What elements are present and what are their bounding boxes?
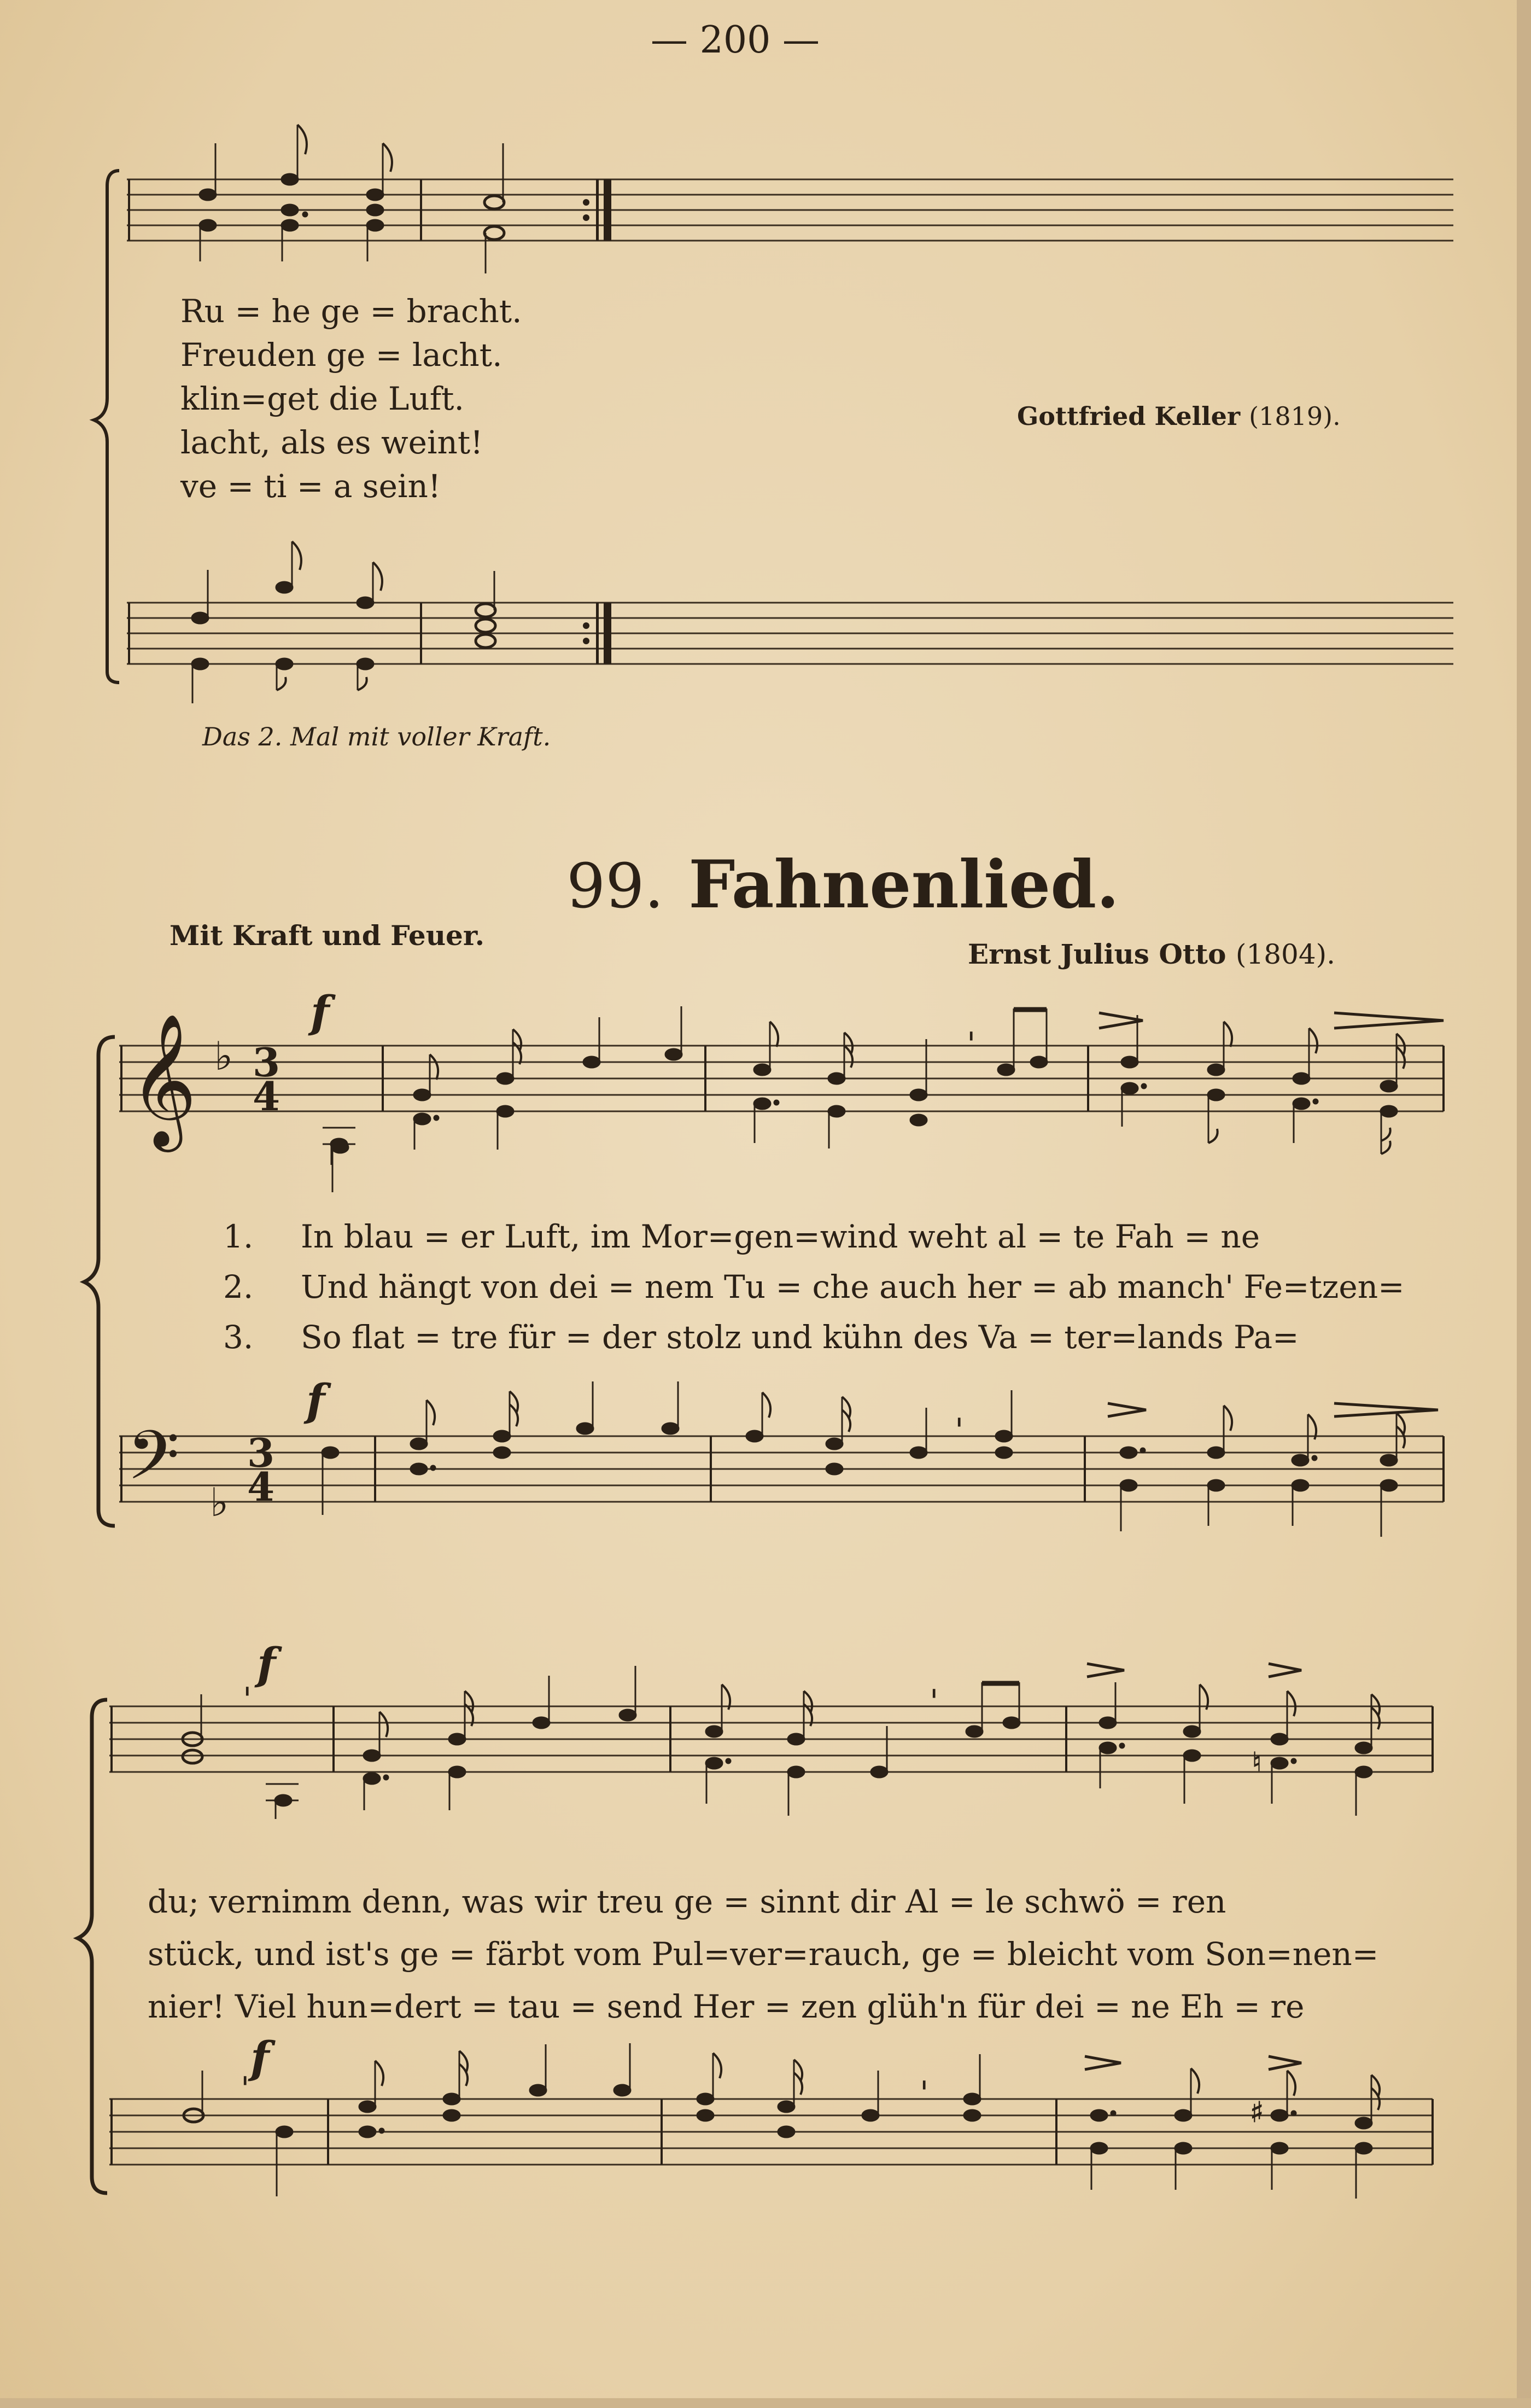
tempo-marking: Mit Kraft und Feuer.: [170, 919, 485, 952]
treble-staff-lines: [109, 1706, 1433, 1772]
song-title: Fahnenlied.: [688, 846, 1119, 923]
bass-notes: [322, 1381, 1405, 1537]
performance-note: Das 2. Mal mit voller Kraft.: [202, 722, 551, 751]
svg-text:𝄞: 𝄞: [129, 1012, 197, 1146]
accent-marks: [1087, 1664, 1301, 1677]
previous-song-lyrics: [180, 295, 618, 525]
time-sig-denominator-bass: 4: [247, 1464, 275, 1510]
bass-staff-lines: [109, 2099, 1433, 2165]
svg-text:♮: ♮: [1252, 1747, 1262, 1777]
lyric-line: Ru = he ge = bracht.: [180, 293, 522, 330]
dynamic-marking: f: [311, 986, 330, 1037]
treble-notes: [323, 1006, 1405, 1165]
lower-staff-notes: [191, 541, 495, 703]
song-number: 99.: [566, 851, 664, 922]
bass-notes: [184, 2043, 1380, 2199]
verse-number: 1.: [223, 1218, 254, 1255]
lower-staff-lines: [127, 603, 1453, 664]
lyric-line: In blau = er Luft, im Mor=gen=wind weht al = te Fah = ne: [301, 1218, 1260, 1255]
treble-clef-icon: [129, 1012, 197, 1152]
page-edge-bottom: [0, 2398, 1531, 2408]
breath-mark: ': [955, 1412, 964, 1450]
system-2-lyrics: [148, 1883, 1449, 2039]
breath-mark: ': [967, 1025, 976, 1064]
accent-marks: [1108, 1403, 1438, 1416]
dynamic-marking-bass: f: [306, 1374, 325, 1426]
verse-number: 2.: [223, 1268, 254, 1305]
previous-song-author: [1017, 401, 1341, 431]
song-heading: [566, 846, 1119, 923]
flat-icon: ♭: [210, 1479, 229, 1525]
lyric-line: nier! Viel hun=dert = tau = send Her = zen glüh'n für dei = ne Eh = re: [148, 1988, 1305, 2025]
system-bracket: [84, 1037, 115, 1526]
upper-staff-lines: [127, 179, 1453, 241]
lyric-line: klin=get die Luft.: [180, 380, 464, 417]
page-number: — 200 —: [651, 19, 820, 62]
dynamic-marking: f: [257, 1638, 276, 1689]
author-year: (1819).: [1249, 401, 1341, 431]
time-sig-numerator: 3: [253, 1039, 281, 1086]
breath-mark: ': [241, 2070, 250, 2108]
verse-number: 3.: [223, 1319, 254, 1356]
system-bracket: [78, 1700, 107, 2193]
treble-notes: [183, 1666, 1380, 1819]
svg-text:♯: ♯: [1250, 2096, 1264, 2129]
time-sig-denominator: 4: [253, 1073, 281, 1120]
lyric-line: Freuden ge = lacht.: [180, 336, 502, 374]
lyric-line: ve = ti = a sein!: [180, 468, 441, 505]
lyric-line: So flat = tre für = der stolz und kühn des Va = ter=lands Pa=: [301, 1319, 1299, 1356]
lyric-line: lacht, als es weint!: [180, 424, 483, 461]
system-bracket: [94, 171, 119, 683]
bass-clef-icon: [127, 1416, 179, 1512]
breath-mark: ': [930, 1683, 939, 1721]
flat-icon: ♭: [214, 1033, 233, 1079]
pickup-note: [331, 1141, 349, 1192]
upper-staff-notes: [199, 125, 504, 273]
system-1-lyrics: [223, 1218, 1448, 1385]
composer-year: (1804).: [1235, 938, 1336, 970]
lyric-line: stück, und ist's ge = färbt vom Pul=ver=rauch, ge = bleicht vom Son=nen=: [148, 1935, 1379, 1973]
author-name: Gottfried Keller: [1017, 401, 1241, 431]
time-sig-numerator-bass: 3: [247, 1430, 275, 1476]
composer-name: Ernst Julius Otto: [968, 938, 1226, 970]
lyric-line: Und hängt von dei = nem Tu = che auch her = ab manch' Fe=tzen=: [301, 1268, 1405, 1305]
svg-text:𝄢: 𝄢: [127, 1416, 180, 1512]
treble-staff-lines: [119, 1046, 1444, 1111]
lyric-line: du; vernimm denn, was wir treu ge = sinnt dir Al = le schwö = ren: [148, 1883, 1226, 1920]
breath-mark: ': [920, 2074, 929, 2113]
dynamic-marking-bass: f: [250, 2032, 270, 2083]
accent-marks: [1099, 1013, 1444, 1028]
breath-mark: ': [243, 1681, 252, 1719]
bass-staff-lines: [119, 1436, 1444, 1502]
accent-marks: [1085, 2056, 1301, 2069]
